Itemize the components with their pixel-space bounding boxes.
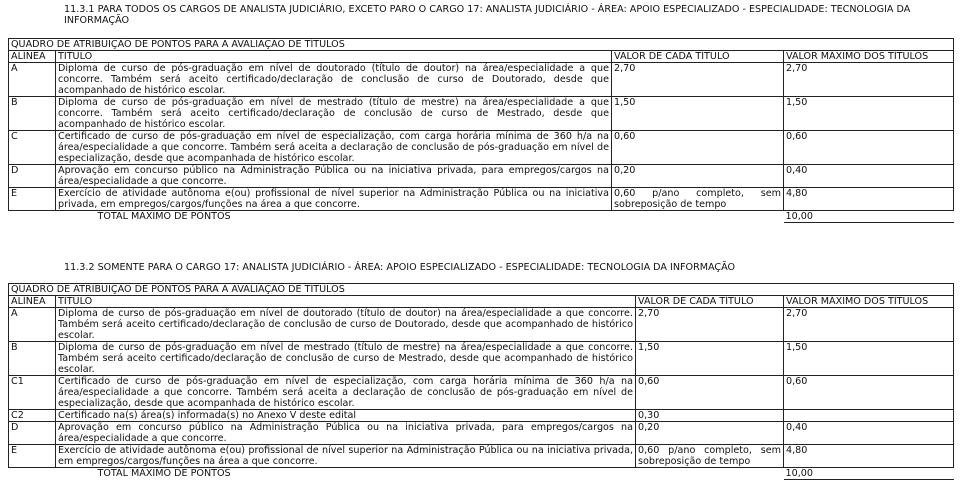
- maximo-cell: 1,50: [784, 97, 954, 131]
- col-header-titulo: TÍTULO: [56, 296, 636, 308]
- valor-cell: 2,70: [636, 308, 784, 342]
- titulo-cell: Aprovação em concurso público na Administração Pública ou na iniciativa privada, para empregos/cargos na área/especialidade a que concorre.: [56, 165, 612, 188]
- table-caption-row: [9, 39, 954, 51]
- valor-cell: 0,30: [636, 410, 784, 422]
- table-row: [9, 342, 954, 376]
- titles-table-2: [8, 283, 954, 480]
- table-row: [9, 376, 954, 410]
- valor-cell: 1,50: [636, 342, 784, 376]
- titulo-cell: Certificado na(s) área(s) informada(s) no Anexo V deste edital: [56, 410, 636, 422]
- valor-cell: 0,60 p/ano completo, sem sobreposição de tempo: [612, 188, 784, 211]
- table-caption-row: [9, 284, 954, 296]
- section-2-heading-text: 11.3.2 SOMENTE PARA O CARGO 17: ANALISTA JUDICIÁRIO - ÁREA: APOIO ESPECIALIZADO - ESPECIALIDADE: TECNOLOGIA DA INFORMAÇÃO: [64, 262, 736, 273]
- titulo-cell: Diploma de curso de pós-graduação em nível de doutorado (título de doutor) na área/especialidade a que concorre. Também será aceito certificado/declaração de conclusão de curso de Doutorado, desde que acompanhado de histórico escolar.: [56, 63, 612, 97]
- maximo-cell: 2,70: [784, 308, 954, 342]
- col-header-valor: VALOR DE CADA TÍTULO: [612, 51, 784, 63]
- maximo-cell: 0,60: [784, 376, 954, 410]
- col-header-maximo: VALOR MÁXIMO DOS TÍTULOS: [784, 296, 954, 308]
- col-header-alinea: ALÍNEA: [9, 296, 56, 308]
- total-value: 10,00: [784, 468, 954, 480]
- table-caption: QUADRO DE ATRIBUIÇÃO DE PONTOS PARA A AVALIAÇÃO DE TÍTULOS: [9, 39, 954, 51]
- titulo-cell: Diploma de curso de pós-graduação em nível de doutorado (título de doutor) na área/especialidade a que concorre. Também será aceito certificado/declaração de conclusão de curso de Doutorado, desde que acompanhado de histórico escolar.: [56, 308, 636, 342]
- header-row: [9, 51, 954, 63]
- table-row: [9, 308, 954, 342]
- table-row: [9, 97, 954, 131]
- table-row: [9, 63, 954, 97]
- section-1-heading: [8, 4, 955, 26]
- titulo-cell: Diploma de curso de pós-graduação em nível de mestrado (título de mestre) na área/especialidade a que concorre. Também será aceito certificado/declaração de conclusão de curso de Mestrado, desde que acompanhado de histórico escolar.: [56, 97, 612, 131]
- table-row: [9, 422, 954, 445]
- maximo-cell: [784, 410, 954, 422]
- alinea-cell: B: [9, 342, 56, 376]
- table-row: [9, 188, 954, 211]
- titulo-cell: Exercício de atividade autônoma e(ou) profissional de nível superior na Administração Pública ou na iniciativa privada, em empregos/cargos/funções na área a que concorre.: [56, 445, 636, 468]
- table-row: [9, 131, 954, 165]
- valor-cell: 0,60 p/ano completo, sem sobreposição de tempo: [636, 445, 784, 468]
- header-row: [9, 296, 954, 308]
- titulo-cell: Diploma de curso de pós-graduação em nível de mestrado (título de mestre) na área/especialidade a que concorre. Também será aceito certificado/declaração de conclusão de curso de Mestrado, desde que acompanhado de histórico escolar.: [56, 342, 636, 376]
- alinea-cell: B: [9, 97, 56, 131]
- col-header-maximo: VALOR MÁXIMO DOS TÍTULOS: [784, 51, 954, 63]
- total-spacer: [9, 468, 56, 480]
- maximo-cell: 0,40: [784, 165, 954, 188]
- table-caption: QUADRO DE ATRIBUIÇÃO DE PONTOS PARA A AVALIAÇÃO DE TÍTULOS: [9, 284, 954, 296]
- col-header-titulo: TÍTULO: [56, 51, 612, 63]
- alinea-cell: E: [9, 188, 56, 211]
- maximo-cell: 4,80: [784, 188, 954, 211]
- valor-cell: 0,20: [636, 422, 784, 445]
- titulo-cell: Certificado de curso de pós-graduação em nível de especialização, com carga horária mínima de 360 h/a na área/especialidade a que concorre. Também será aceita a declaração de conclusão de pós-graduação em nível de especialização, desde que acompanhada de histórico escolar.: [56, 131, 612, 165]
- maximo-cell: 1,50: [784, 342, 954, 376]
- total-spacer: [9, 211, 56, 223]
- alinea-cell: D: [9, 422, 56, 445]
- maximo-cell: 0,40: [784, 422, 954, 445]
- valor-cell: 0,20: [612, 165, 784, 188]
- valor-cell: 0,60: [636, 376, 784, 410]
- valor-cell: 1,50: [612, 97, 784, 131]
- maximo-cell: 0,60: [784, 131, 954, 165]
- total-label: TOTAL MÁXIMO DE PONTOS: [97, 468, 231, 479]
- section-2-heading: [8, 262, 955, 273]
- total-value: 10,00: [784, 211, 954, 223]
- maximo-cell: 4,80: [784, 445, 954, 468]
- alinea-cell: E: [9, 445, 56, 468]
- titles-table-1: [8, 38, 954, 223]
- titulo-cell: Aprovação em concurso público na Administração Pública ou na iniciativa privada, para empregos/cargos na área/especialidade a que concorre.: [56, 422, 636, 445]
- total-row: [9, 468, 954, 480]
- alinea-cell: A: [9, 63, 56, 97]
- alinea-cell: A: [9, 308, 56, 342]
- alinea-cell: C1: [9, 376, 56, 410]
- total-label: TOTAL MÁXIMO DE PONTOS: [97, 211, 231, 222]
- titulo-cell: Exercício de atividade autônoma e(ou) profissional de nível superior na Administração Pública ou na iniciativa privada, em empregos/cargos/funções na área a que concorre.: [56, 188, 612, 211]
- total-row: [9, 211, 954, 223]
- table-row: [9, 165, 954, 188]
- table-row: [9, 410, 954, 422]
- alinea-cell: D: [9, 165, 56, 188]
- table-row: [9, 445, 954, 468]
- section-1-heading-text: 11.3.1 PARA TODOS OS CARGOS DE ANALISTA JUDICIÁRIO, EXCETO PARO O CARGO 17: ANALISTA JUDICIÁRIO - ÁREA: APOIO ESPECIALIZADO - ESPECIALIDADE: TECNOLOGIA DA INFORMAÇÃO: [64, 4, 911, 26]
- col-header-alinea: ALÍNEA: [9, 51, 56, 63]
- maximo-cell: 2,70: [784, 63, 954, 97]
- alinea-cell: C: [9, 131, 56, 165]
- valor-cell: 0,60: [612, 131, 784, 165]
- valor-cell: 2,70: [612, 63, 784, 97]
- titulo-cell: Certificado de curso de pós-graduação em nível de especialização, com carga horária mínima de 360 h/a na área/especialidade a que concorre. Também será aceita a declaração de conclusão de pós-graduação em nível de especialização, desde que acompanhada de histórico escolar.: [56, 376, 636, 410]
- col-header-valor: VALOR DE CADA TÍTULO: [636, 296, 784, 308]
- alinea-cell: C2: [9, 410, 56, 422]
